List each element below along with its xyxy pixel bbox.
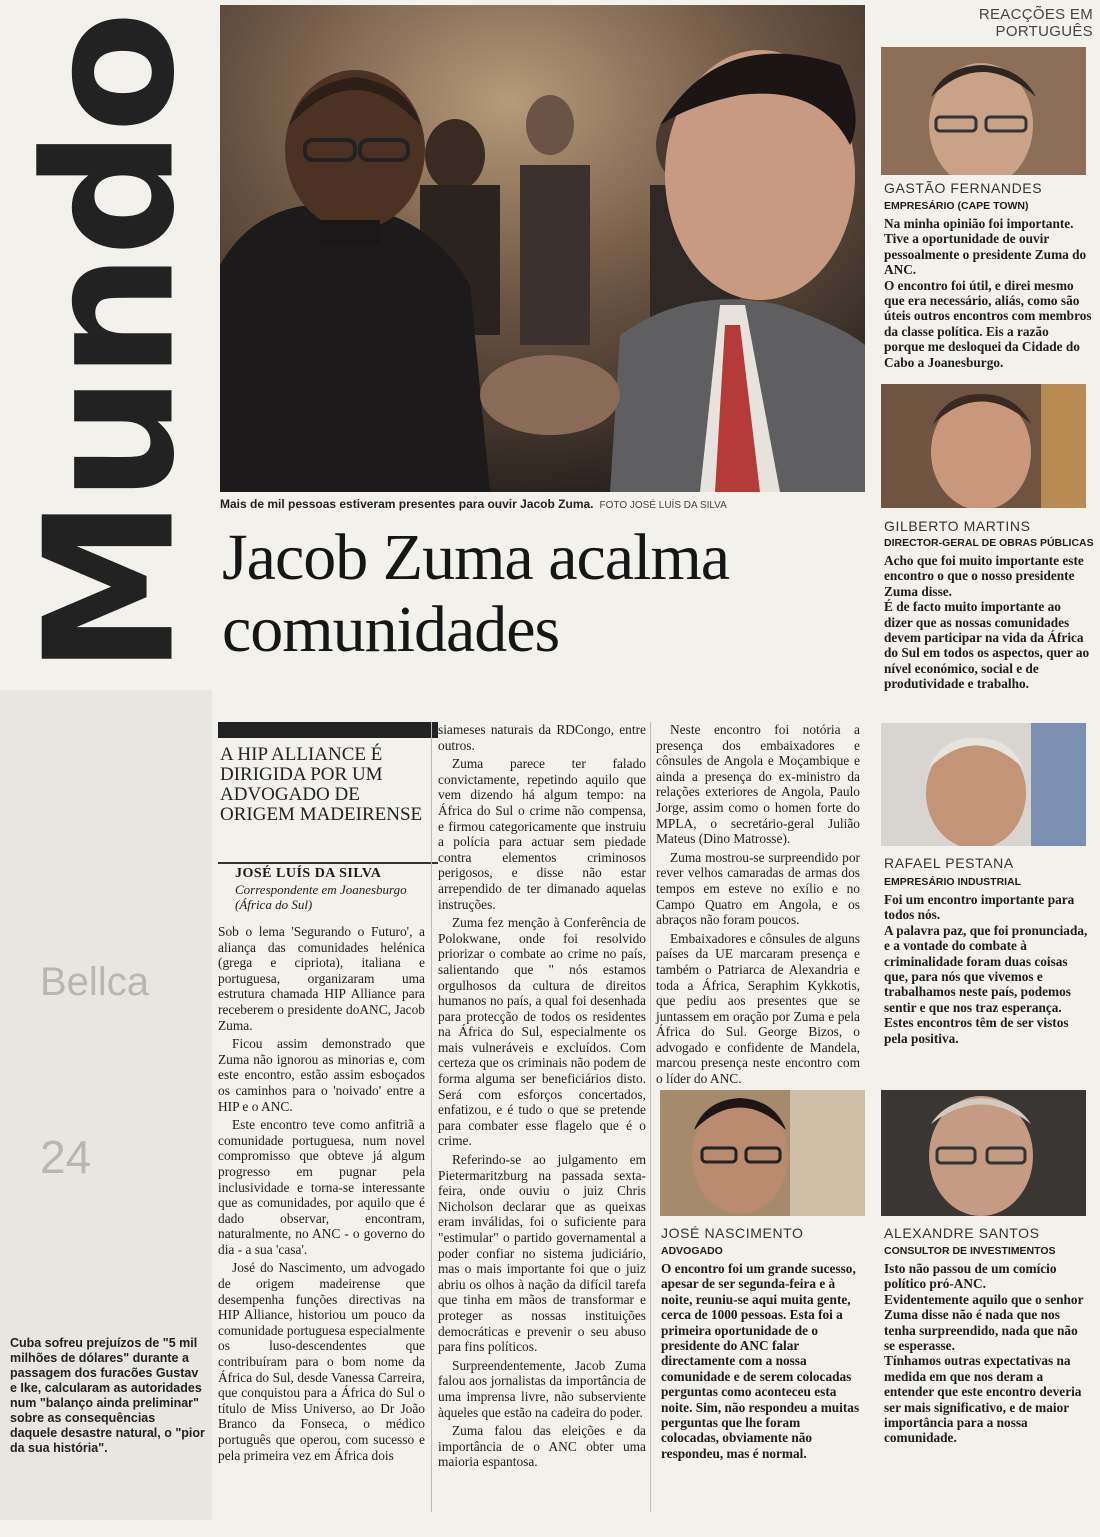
- article-column-1: [218, 924, 425, 1466]
- author-name: JOSÉ LUÍS DA SILVA: [235, 866, 382, 881]
- portrait-photo: [881, 47, 1086, 175]
- paragraph: Referindo-se ao julgamento em Pietermaritzburg na passada sexta-feira, onde ouviu o juiz Chris Nicholson declarar que as queixas eram inválidas, foi o suficiente para "estimular" o partido governamental a poder confiar no sistema judiciário, mas o mais importante foi que o juiz abriu os olhos à nação da difícil tarefa que tinha em mãos de transformar e proteger as nossas instituições democráticas e prevenir o seu abuso para fins políticos.: [438, 1152, 646, 1355]
- paragraph: Embaixadores e cônsules de alguns países da UE marcaram presença e também o Patriarca de Alexandria e toda a África, Seraphim Kykkotis, que pediu aos presentes que se juntassem em oração por Zuma e pela África do Sul. George Bizos, o advogado e confidente de Mandela, marcou presença neste encontro com o líder do ANC.: [656, 930, 860, 1087]
- paragraph: José do Nascimento, um advogado de origem madeirense que desempenha funções directivas na HIP Alliance, historiou um pouco da comunidade portuguesa especialmente os luso-descendentes que contribuíram para o bom nome da África do Sul, desde Vanessa Carreira, que conquistou para a África do Sul o título de Miss Universo, ao Dr João Branco da Fonseca, o médico português que operou, com sucesso e pela primeira vez em África dois: [218, 1260, 425, 1463]
- sidebar-title: REACÇÕES EM PORTUGUÊS: [978, 6, 1093, 40]
- kicker: A HIP ALLIANCE É DIRIGIDA POR UM ADVOGADO DE ORIGEM MADEIRENSE: [220, 744, 423, 825]
- headline: Jacob Zuma acalma comunidades: [222, 521, 730, 666]
- bleed-through-text: 24: [40, 1131, 92, 1183]
- kicker-rule: [218, 862, 438, 864]
- reaction-role: EMPRESÁRIO (CAPE TOWN): [884, 200, 1029, 212]
- side-brief: Cuba sofreu prejuízos de "5 mil milhões de dólares" durante a passagem dos furacões Gustav e Ike, calcularam as autoridades num "balanço ainda preliminar" sobre as consequências daquele desastre natural, o "pior da sua história".: [10, 1336, 205, 1455]
- reaction-quote: O encontro foi um grande sucesso, apesar de ser segunda-feira e à noite, reuniu-se aqui muita gente, cerca de 1000 pessoas. Esta foi a primeira oportunidade de o presidente do ANC falar directamente com a nossa comunidade e de serem colocadas perguntas como aconteceu esta noite. Sim, não respondeu a muitas perguntas que lhe foram colocadas, obviamente não respondeu, mas é normal.: [661, 1261, 860, 1461]
- portrait-photo: [881, 1090, 1086, 1216]
- column-rule: [431, 722, 432, 1512]
- photo-credit: FOTO JOSÉ LUÍS DA SILVA: [599, 500, 727, 511]
- reaction-role: CONSULTOR DE INVESTIMENTOS: [884, 1245, 1056, 1257]
- section-label: Mundo: [6, 14, 214, 676]
- portrait-photo: [660, 1090, 865, 1216]
- byline: [235, 866, 435, 912]
- reaction-name: ALEXANDRE SANTOS: [884, 1225, 1040, 1241]
- reaction-quote: Na minha opinião foi importante. Tive a oportunidade de ouvir pessoalmente o presidente Zuma do ANC. O encontro foi útil, e direi mesmo que era necessário, aliás, como são úteis outros encontros com membros da classe política. Eis a razão porque me desloquei da Cidade do Cabo a Joanesburgo.: [884, 216, 1092, 370]
- paragraph: Ficou assim demonstrado que Zuma não ignorou as minorias e, com este encontro, estão assim esboçados os caminhos para o 'noivado' entre a HIP e o ANC.: [218, 1036, 425, 1114]
- paragraph: Neste encontro foi notória a presença dos embaixadores e cônsules de Angola e Moçambique e ainda a presença do ex-ministro da relações exteriores de Angola, Paulo Jorge, assim como o homen forte do MPLA, o secretário-geral Julião Mateus (Dino Matrosse).: [656, 722, 860, 847]
- photo-caption: [220, 497, 870, 511]
- paragraph: siameses naturais da RDCongo, entre outros.: [438, 722, 646, 753]
- reaction-name: GASTÃO FERNANDES: [884, 180, 1043, 196]
- reaction-role: ADVOGADO: [661, 1245, 723, 1257]
- paragraph: Surpreendentemente, Jacob Zuma falou aos jornalistas da importância de uma imprensa livre, não subserviente àqueles que estão na cadeira do poder.: [438, 1357, 646, 1420]
- reaction-name: RAFAEL PESTANA: [884, 855, 1014, 871]
- column-rule: [650, 722, 651, 1512]
- reaction-role: DIRECTOR-GERAL DE OBRAS PÚBLICAS: [884, 537, 1094, 549]
- paragraph: Este encontro teve como anfitriã a comunidade portuguesa, num novel compromisso que obteve já algum progresso em pugnar pela inclusividade e torna-se interessante que as comunidades, por aquilo que é dado observar, encontram, naturalmente, no ANC - o governo do dia - a sua 'casa'.: [218, 1117, 425, 1257]
- paragraph: Zuma fez menção à Conferência de Polokwane, onde foi resolvido priorizar o combate ao crime no país, salientando que " nós estamos orgulhosos da cultura de direitos humanos no país, a qual foi desenhada para protecção de todos os residentes na África do Sul, especialmente os mais vulneráveis e excluídos. Com certeza que os criminais não podem de forma alguma ser beneficiários disto. Será com esforços concertados, enfatizou, e é tudo o que se pretende para combater esse flagelo que é o crime.: [438, 915, 646, 1149]
- reaction-quote: Foi um encontro importante para todos nós. A palavra paz, que foi pronunciada, e a vontade do combate à criminalidade foram duas coisas que, para nós que vivemos e trabalhamos neste país, podemos sentir e que nos traz esperança. Estes encontros têm de ser vistos pela positiva.: [884, 892, 1088, 1046]
- portrait-photo: [881, 723, 1086, 846]
- reaction-name: JOSÉ NASCIMENTO: [661, 1225, 804, 1241]
- paragraph: Zuma falou das eleições e da importância de o ANC obter uma maioria espantosa.: [438, 1423, 646, 1470]
- paragraph: Zuma parece ter falado convictamente, repetindo aquilo que vem dizendo há algum tempo: na África do Sul o crime não compensa, e firmou categoricamente que instruiu a polícia para actuar sem piedade contra elementos criminosos perigosos, e disse não estar arrependido de ter dimanado aquelas instruções.: [438, 756, 646, 912]
- main-photo: [220, 5, 865, 492]
- paragraph: Zuma mostrou-se surpreendido por rever velhos camaradas de armas dos tempos em esteve no exílio e no Campo Quatro em Angola, e os abraços não foram poucos.: [656, 849, 860, 928]
- reaction-role: EMPRESÁRIO INDUSTRIAL: [884, 876, 1022, 888]
- bleed-through-text: Bellca: [40, 960, 149, 1004]
- article-column-3: [656, 722, 860, 1090]
- reaction-quote: Isto não passou de um comício político pró-ANC. Evidentemente aquilo que o senhor Zuma disse não é nada que nos tenha surpreendido, nada que não se esperasse. Tínhamos outras expectativas na medida em que nos deram a entender que este encontro deveria ser mais significativo, e de maior importância para a nossa comunidade.: [884, 1261, 1084, 1446]
- photo-caption-text: Mais de mil pessoas estiveram presentes para ouvir Jacob Zuma.: [220, 497, 594, 511]
- portrait-photo: [881, 384, 1086, 508]
- author-role: Correspondente em Joanesburgo (África do Sul): [235, 882, 407, 912]
- article-column-2: [438, 722, 646, 1473]
- kicker-bar: [218, 722, 438, 738]
- reaction-quote: Acho que foi muito importante este encontro o que o nosso presidente Zuma disse. É de facto muito importante ao dizer que as nossas comunidades devem participar na vida da África do Sul em todos os aspectos, quer ao nível económico, social e de produtividade e trabalho.: [884, 553, 1090, 692]
- paragraph: Sob o lema 'Segurando o Futuro', a aliança das comunidades helénica (grega e cipriota), italiana e portuguesa, organizaram uma estrutura chamada HIP Alliance para receberem o presidente doANC, Jacob Zuma.: [218, 924, 425, 1033]
- reaction-name: GILBERTO MARTINS: [884, 518, 1031, 534]
